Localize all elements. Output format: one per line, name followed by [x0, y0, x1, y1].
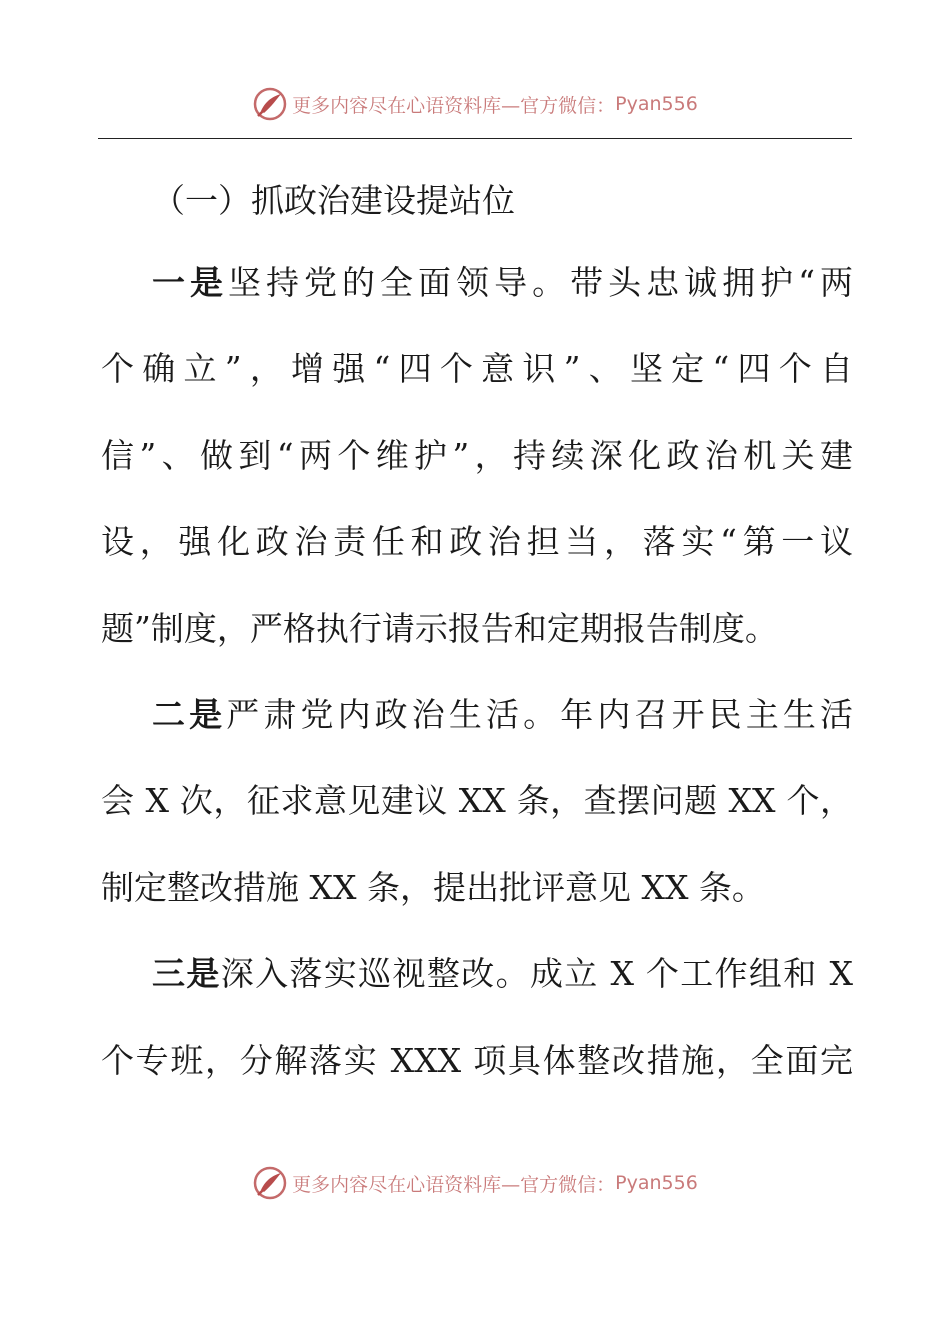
paragraph-1-line-3: 信”、做到“两个维护”，持续深化政治机关建	[101, 435, 853, 475]
paragraph-1-line-4: 设，强化政治责任和政治担当，落实“第一议	[101, 522, 853, 562]
footer-banner	[0, 1163, 950, 1203]
paragraph-3-line-2: 个专班，分解落实 XXX 项具体整改措施，全面完	[101, 1040, 853, 1080]
banner-text: 更多内容尽在心语资料库—官方微信：	[292, 1173, 616, 1196]
logo-icon	[252, 86, 288, 122]
paragraph-3-lead: 三是	[152, 954, 221, 994]
header-banner	[0, 84, 950, 124]
paragraph-1-line-5: 题”制度，严格执行请示报告和定期报告制度。	[101, 608, 778, 648]
paragraph-1-line-1	[101, 240, 853, 326]
paragraph-2-text: 严肃党内政治生活。年内召开民主生活	[226, 694, 853, 734]
paragraph-1-lead: 一是	[152, 263, 229, 302]
paragraph-2-lead: 二是	[152, 694, 227, 734]
document-body	[101, 168, 853, 1104]
header-divider	[98, 138, 852, 139]
paragraph-2-line-3: 制定整改措施 XX 条，提出批评意见 XX 条。	[101, 867, 765, 907]
logo-icon	[252, 1165, 288, 1201]
paragraph-3-line-1	[101, 931, 853, 1017]
banner-wechat-id: Pyan556	[615, 93, 698, 115]
paragraph-3-text: 深入落实巡视整改。成立 X 个工作组和 X	[220, 954, 853, 994]
paragraph-2-line-1	[101, 672, 853, 758]
paragraph-1-text: 坚持党的全面领导。带头忠诚拥护“两	[228, 263, 853, 302]
paragraph-2-line-2: 会 X 次，征求意见建议 XX 条，查摆问题 XX 个，	[101, 781, 853, 821]
section-heading: （一）抓政治建设提站位	[152, 181, 515, 220]
paragraph-1-line-2: 个确立”，增强“四个意识”、坚定“四个自	[101, 349, 853, 389]
banner-wechat-id: Pyan556	[615, 1172, 698, 1194]
banner-text: 更多内容尽在心语资料库—官方微信：	[292, 94, 616, 117]
